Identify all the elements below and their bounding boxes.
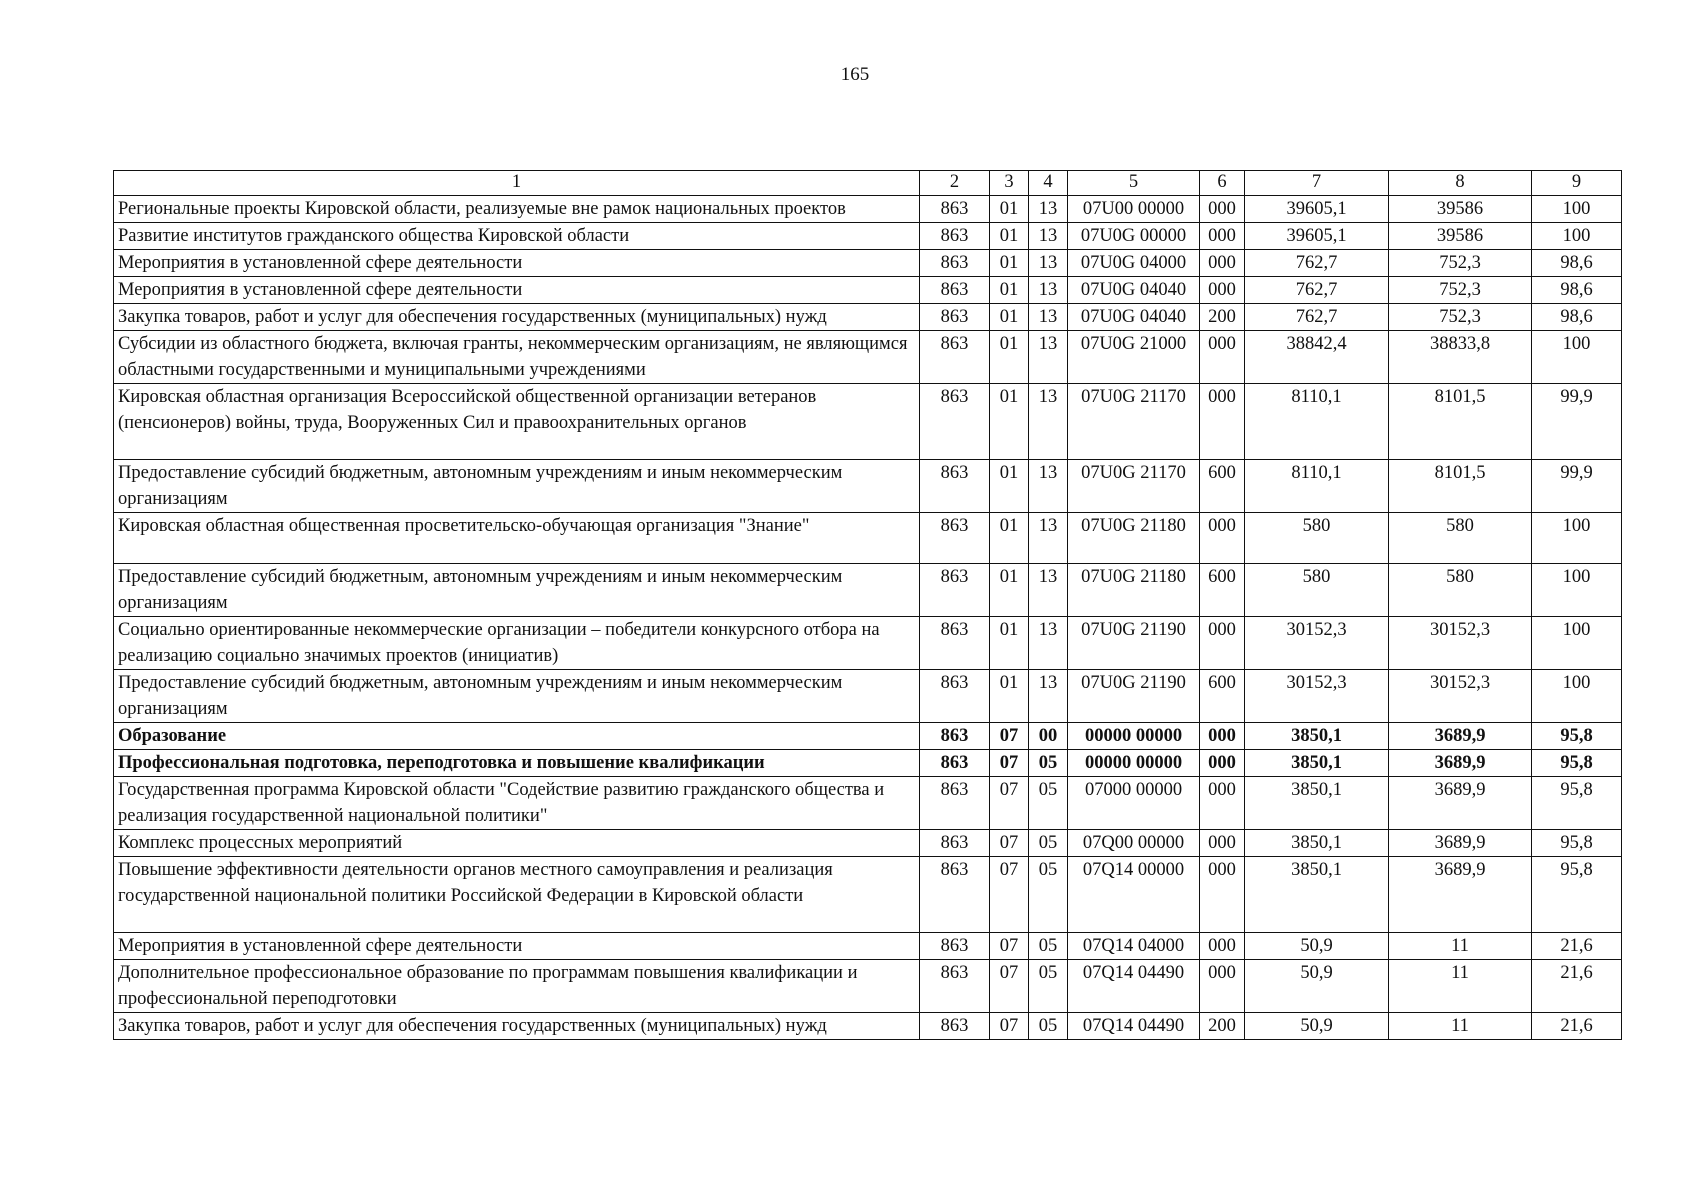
budget-table (113, 170, 1622, 1040)
row-actual: 39586 (1389, 223, 1532, 250)
table-row (114, 723, 1622, 750)
row-ministry: 863 (920, 960, 990, 1013)
table-row (114, 1013, 1622, 1040)
row-target-article: 07U0G 21170 (1068, 384, 1200, 460)
column-header: 3 (990, 171, 1029, 196)
row-target-article: 07Q14 04490 (1068, 960, 1200, 1013)
row-percent: 98,6 (1532, 250, 1622, 277)
row-target-article: 07U0G 21190 (1068, 617, 1200, 670)
row-plan: 39605,1 (1245, 223, 1389, 250)
row-plan: 30152,3 (1245, 670, 1389, 723)
row-expense-type: 000 (1200, 513, 1245, 564)
row-expense-type: 200 (1200, 1013, 1245, 1040)
row-target-article: 07Q14 00000 (1068, 857, 1200, 933)
row-ministry: 863 (920, 830, 990, 857)
row-actual: 580 (1389, 513, 1532, 564)
table-row (114, 857, 1622, 933)
row-ministry: 863 (920, 250, 990, 277)
row-ministry: 863 (920, 564, 990, 617)
row-expense-type: 000 (1200, 196, 1245, 223)
row-percent: 95,8 (1532, 723, 1622, 750)
row-ministry: 863 (920, 857, 990, 933)
row-name: Государственная программа Кировской области "Содействие развитию гражданского общества и реализация государственной национальной политики" (114, 777, 920, 830)
row-actual: 752,3 (1389, 304, 1532, 331)
row-name: Комплекс процессных мероприятий (114, 830, 920, 857)
row-actual: 3689,9 (1389, 857, 1532, 933)
row-percent: 98,6 (1532, 304, 1622, 331)
row-plan: 580 (1245, 564, 1389, 617)
row-ministry: 863 (920, 384, 990, 460)
row-expense-type: 000 (1200, 857, 1245, 933)
row-name: Кировская областная общественная просветительско-обучающая организация "Знание" (114, 513, 920, 564)
row-target-article: 07U0G 04040 (1068, 277, 1200, 304)
row-actual: 8101,5 (1389, 460, 1532, 513)
row-name: Закупка товаров, работ и услуг для обеспечения государственных (муниципальных) нужд (114, 1013, 920, 1040)
table-row (114, 960, 1622, 1013)
table-row (114, 196, 1622, 223)
row-subsection: 13 (1029, 460, 1068, 513)
row-name: Профессиональная подготовка, переподготовка и повышение квалификации (114, 750, 920, 777)
row-expense-type: 000 (1200, 617, 1245, 670)
row-name: Предоставление субсидий бюджетным, автономным учреждениям и иным некоммерческим организациям (114, 564, 920, 617)
row-actual: 752,3 (1389, 277, 1532, 304)
table-row (114, 331, 1622, 384)
column-header: 8 (1389, 171, 1532, 196)
row-expense-type: 000 (1200, 331, 1245, 384)
row-plan: 50,9 (1245, 1013, 1389, 1040)
table-row (114, 304, 1622, 331)
row-target-article: 07U0G 04000 (1068, 250, 1200, 277)
row-target-article: 00000 00000 (1068, 723, 1200, 750)
table-body (114, 196, 1622, 1040)
row-ministry: 863 (920, 277, 990, 304)
row-target-article: 07Q14 04000 (1068, 933, 1200, 960)
row-name: Закупка товаров, работ и услуг для обеспечения государственных (муниципальных) нужд (114, 304, 920, 331)
row-plan: 30152,3 (1245, 617, 1389, 670)
row-section: 07 (990, 723, 1029, 750)
column-header: 7 (1245, 171, 1389, 196)
row-name: Социально ориентированные некоммерческие организации – победители конкурсного отбора на реализацию социально значимых проектов (инициатив) (114, 617, 920, 670)
row-section: 01 (990, 513, 1029, 564)
row-plan: 762,7 (1245, 304, 1389, 331)
row-name: Мероприятия в установленной сфере деятельности (114, 250, 920, 277)
row-plan: 8110,1 (1245, 384, 1389, 460)
table-row (114, 777, 1622, 830)
row-actual: 11 (1389, 960, 1532, 1013)
table-row (114, 564, 1622, 617)
row-expense-type: 000 (1200, 777, 1245, 830)
row-section: 01 (990, 617, 1029, 670)
row-subsection: 13 (1029, 384, 1068, 460)
row-section: 01 (990, 460, 1029, 513)
column-header: 1 (114, 171, 920, 196)
table-row (114, 460, 1622, 513)
row-target-article: 07U0G 21180 (1068, 564, 1200, 617)
row-subsection: 13 (1029, 564, 1068, 617)
row-name: Предоставление субсидий бюджетным, автономным учреждениям и иным некоммерческим организациям (114, 670, 920, 723)
row-percent: 100 (1532, 670, 1622, 723)
row-name: Дополнительное профессиональное образование по программам повышения квалификации и профессиональной переподготовки (114, 960, 920, 1013)
row-section: 01 (990, 670, 1029, 723)
row-name: Образование (114, 723, 920, 750)
row-expense-type: 200 (1200, 304, 1245, 331)
row-plan: 8110,1 (1245, 460, 1389, 513)
row-percent: 95,8 (1532, 830, 1622, 857)
row-ministry: 863 (920, 750, 990, 777)
row-plan: 762,7 (1245, 250, 1389, 277)
row-plan: 580 (1245, 513, 1389, 564)
row-plan: 3850,1 (1245, 750, 1389, 777)
row-section: 07 (990, 1013, 1029, 1040)
row-actual: 3689,9 (1389, 777, 1532, 830)
row-name: Мероприятия в установленной сфере деятельности (114, 277, 920, 304)
header-row (114, 171, 1622, 196)
row-actual: 580 (1389, 564, 1532, 617)
row-expense-type: 000 (1200, 960, 1245, 1013)
row-percent: 100 (1532, 513, 1622, 564)
row-percent: 99,9 (1532, 460, 1622, 513)
row-name: Кировская областная организация Всероссийской общественной организации ветеранов (пенсионеров) войны, труда, Вооруженных Сил и правоохранительных органов (114, 384, 920, 460)
row-subsection: 00 (1029, 723, 1068, 750)
row-percent: 95,8 (1532, 857, 1622, 933)
row-section: 01 (990, 384, 1029, 460)
row-section: 07 (990, 960, 1029, 1013)
row-ministry: 863 (920, 304, 990, 331)
row-subsection: 05 (1029, 933, 1068, 960)
row-actual: 38833,8 (1389, 331, 1532, 384)
row-name: Региональные проекты Кировской области, реализуемые вне рамок национальных проектов (114, 196, 920, 223)
row-subsection: 05 (1029, 777, 1068, 830)
row-section: 01 (990, 304, 1029, 331)
table-row (114, 750, 1622, 777)
row-section: 07 (990, 750, 1029, 777)
row-percent: 21,6 (1532, 933, 1622, 960)
row-section: 01 (990, 564, 1029, 617)
row-ministry: 863 (920, 331, 990, 384)
row-target-article: 07U0G 21000 (1068, 331, 1200, 384)
row-actual: 11 (1389, 933, 1532, 960)
row-section: 07 (990, 857, 1029, 933)
row-percent: 99,9 (1532, 384, 1622, 460)
row-subsection: 13 (1029, 513, 1068, 564)
row-expense-type: 000 (1200, 277, 1245, 304)
table-row (114, 513, 1622, 564)
row-target-article: 07U0G 21170 (1068, 460, 1200, 513)
row-section: 07 (990, 933, 1029, 960)
row-section: 01 (990, 223, 1029, 250)
row-section: 01 (990, 331, 1029, 384)
row-percent: 21,6 (1532, 960, 1622, 1013)
row-subsection: 13 (1029, 617, 1068, 670)
column-header: 4 (1029, 171, 1068, 196)
row-ministry: 863 (920, 723, 990, 750)
row-expense-type: 600 (1200, 460, 1245, 513)
row-subsection: 05 (1029, 1013, 1068, 1040)
row-percent: 100 (1532, 564, 1622, 617)
row-subsection: 05 (1029, 960, 1068, 1013)
row-name: Повышение эффективности деятельности органов местного самоуправления и реализация государственной национальной политики Российской Федерации в Кировской области (114, 857, 920, 933)
row-plan: 3850,1 (1245, 830, 1389, 857)
row-subsection: 13 (1029, 304, 1068, 331)
row-plan: 762,7 (1245, 277, 1389, 304)
row-subsection: 13 (1029, 250, 1068, 277)
page-number: 165 (840, 64, 870, 85)
table-row (114, 617, 1622, 670)
row-subsection: 13 (1029, 277, 1068, 304)
row-ministry: 863 (920, 513, 990, 564)
row-ministry: 863 (920, 196, 990, 223)
row-target-article: 07U0G 00000 (1068, 223, 1200, 250)
row-target-article: 07U0G 21180 (1068, 513, 1200, 564)
row-section: 01 (990, 250, 1029, 277)
row-percent: 21,6 (1532, 1013, 1622, 1040)
row-target-article: 07000 00000 (1068, 777, 1200, 830)
row-plan: 3850,1 (1245, 777, 1389, 830)
row-plan: 50,9 (1245, 933, 1389, 960)
table-row (114, 384, 1622, 460)
row-actual: 39586 (1389, 196, 1532, 223)
row-target-article: 00000 00000 (1068, 750, 1200, 777)
column-header: 9 (1532, 171, 1622, 196)
row-subsection: 13 (1029, 670, 1068, 723)
row-subsection: 13 (1029, 223, 1068, 250)
row-target-article: 07U00 00000 (1068, 196, 1200, 223)
row-ministry: 863 (920, 1013, 990, 1040)
column-header: 6 (1200, 171, 1245, 196)
row-actual: 752,3 (1389, 250, 1532, 277)
row-ministry: 863 (920, 223, 990, 250)
row-ministry: 863 (920, 617, 990, 670)
row-expense-type: 600 (1200, 564, 1245, 617)
table-row (114, 933, 1622, 960)
row-target-article: 07U0G 21190 (1068, 670, 1200, 723)
row-plan: 3850,1 (1245, 857, 1389, 933)
row-expense-type: 000 (1200, 223, 1245, 250)
row-percent: 100 (1532, 331, 1622, 384)
row-percent: 100 (1532, 223, 1622, 250)
row-actual: 30152,3 (1389, 617, 1532, 670)
row-section: 01 (990, 277, 1029, 304)
row-subsection: 13 (1029, 331, 1068, 384)
table-row (114, 830, 1622, 857)
row-ministry: 863 (920, 933, 990, 960)
column-header: 2 (920, 171, 990, 196)
row-plan: 3850,1 (1245, 723, 1389, 750)
row-actual: 11 (1389, 1013, 1532, 1040)
row-ministry: 863 (920, 670, 990, 723)
row-subsection: 05 (1029, 830, 1068, 857)
row-expense-type: 000 (1200, 250, 1245, 277)
row-target-article: 07U0G 04040 (1068, 304, 1200, 331)
row-actual: 30152,3 (1389, 670, 1532, 723)
row-name: Субсидии из областного бюджета, включая гранты, некоммерческим организациям, не являющимся областными государственными и муниципальными учреждениями (114, 331, 920, 384)
row-plan: 38842,4 (1245, 331, 1389, 384)
row-expense-type: 600 (1200, 670, 1245, 723)
row-subsection: 05 (1029, 857, 1068, 933)
row-expense-type: 000 (1200, 750, 1245, 777)
table-row (114, 277, 1622, 304)
column-header: 5 (1068, 171, 1200, 196)
row-actual: 8101,5 (1389, 384, 1532, 460)
row-plan: 39605,1 (1245, 196, 1389, 223)
table-row (114, 223, 1622, 250)
row-ministry: 863 (920, 460, 990, 513)
row-section: 07 (990, 830, 1029, 857)
row-target-article: 07Q00 00000 (1068, 830, 1200, 857)
row-actual: 3689,9 (1389, 750, 1532, 777)
row-expense-type: 000 (1200, 384, 1245, 460)
row-expense-type: 000 (1200, 723, 1245, 750)
table-row (114, 250, 1622, 277)
row-name: Развитие институтов гражданского общества Кировской области (114, 223, 920, 250)
row-section: 07 (990, 777, 1029, 830)
row-name: Предоставление субсидий бюджетным, автономным учреждениям и иным некоммерческим организациям (114, 460, 920, 513)
row-ministry: 863 (920, 777, 990, 830)
row-name: Мероприятия в установленной сфере деятельности (114, 933, 920, 960)
row-expense-type: 000 (1200, 830, 1245, 857)
row-plan: 50,9 (1245, 960, 1389, 1013)
table-row (114, 670, 1622, 723)
row-percent: 95,8 (1532, 750, 1622, 777)
row-subsection: 05 (1029, 750, 1068, 777)
row-expense-type: 000 (1200, 933, 1245, 960)
row-percent: 98,6 (1532, 277, 1622, 304)
row-percent: 100 (1532, 617, 1622, 670)
row-actual: 3689,9 (1389, 830, 1532, 857)
row-actual: 3689,9 (1389, 723, 1532, 750)
row-percent: 100 (1532, 196, 1622, 223)
row-section: 01 (990, 196, 1029, 223)
row-subsection: 13 (1029, 196, 1068, 223)
row-target-article: 07Q14 04490 (1068, 1013, 1200, 1040)
row-percent: 95,8 (1532, 777, 1622, 830)
